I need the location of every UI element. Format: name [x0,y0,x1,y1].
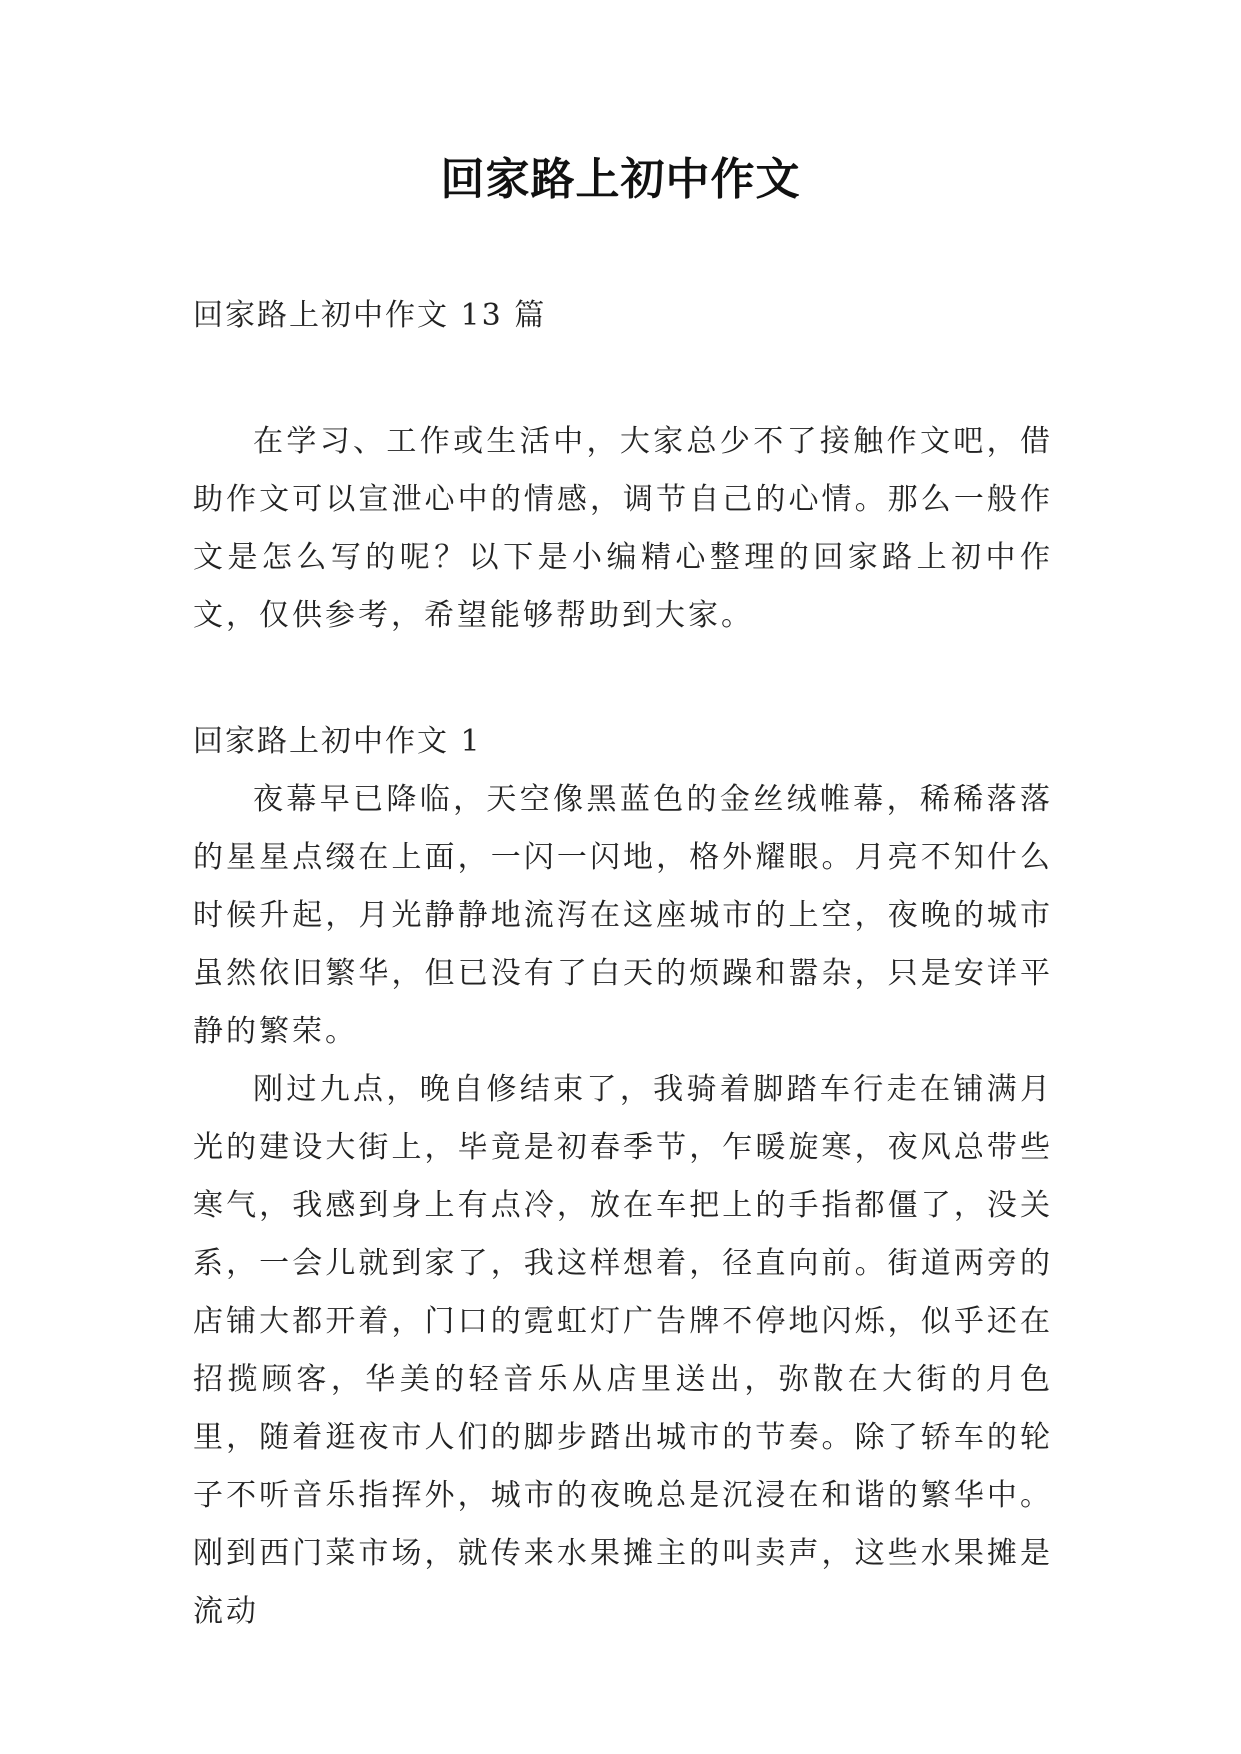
spacer [193,345,1053,413]
document-title: 回家路上初中作文 [440,154,801,205]
document-body [193,287,1053,1641]
body-paragraph: 刚过九点，晚自修结束了，我骑着脚踏车行走在铺满月光的建设大街上，毕竟是初春季节，乍暖旋寒，夜风总带些寒气，我感到身上有点冷，放在车把上的手指都僵了，没关系，一会儿就到家了，我这样想着，径直向前。街道两旁的店铺大都开着，门口的霓虹灯广告牌不停地闪烁，似乎还在招揽顾客，华美的轻音乐从店里送出，弥散在大街的月色里，随着逛夜市人们的脚步踏出城市的节奏。除了轿车的轮子不听音乐指挥外，城市的夜晚总是沉浸在和谐的繁华中。刚到西门菜市场，就传来水果摊主的叫卖声，这些水果摊是流动 [193,1072,1053,1629]
spacer [193,645,1053,713]
body-paragraph: 夜幕早已降临，天空像黑蓝色的金丝绒帷幕，稀稀落落的星星点缀在上面，一闪一闪地，格外耀眼。月亮不知什么时候升起，月光静静地流泻在这座城市的上空，夜晚的城市虽然依旧繁华，但已没有了白天的烦躁和嚣杂，只是安详平静的繁荣。 [193,782,1053,1049]
document-subtitle: 回家路上初中作文 13 篇 [193,298,547,333]
intro-paragraph: 在学习、工作或生活中，大家总少不了接触作文吧，借助作文可以宣泄心中的情感，调节自己的心情。那么一般作文是怎么写的呢？以下是小编精心整理的回家路上初中作文，仅供参考，希望能够帮助到大家。 [193,424,1053,633]
section-heading: 回家路上初中作文 1 [193,724,482,759]
